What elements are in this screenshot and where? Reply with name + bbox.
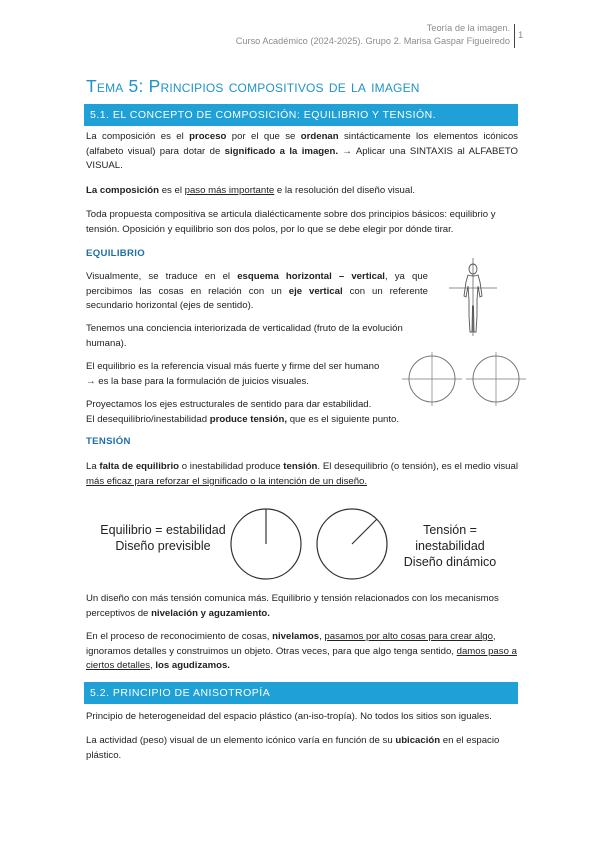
header-course-info: Curso Académico (2024-2025). Grupo 2. Marisa Gaspar Figueiredo bbox=[235, 36, 510, 46]
paragraph-visual-weight: La actividad (peso) visual de un elemento icónico varía en función de su ubicación en el espacio plástico. bbox=[86, 735, 500, 761]
section-heading-5-2: 5.2. PRINCIPIO DE ANISOTROPÍA bbox=[84, 682, 518, 704]
page-title: Tema 5: Principios compositivos de la imagen bbox=[86, 76, 420, 96]
paragraph-composition-importance: La composición es el paso más importante e la resolución del diseño visual. bbox=[86, 185, 416, 196]
paragraph-dialectic: Toda propuesta compositiva se articula dialécticamente sobre dos principios básicos: equilibrio y tensión. Oposición y equilibrio son dos polos, por lo que se debe elegir por dónde tirar. bbox=[86, 209, 496, 235]
paragraph-equilibrio-axes: Visualmente, se traduce en el esquema horizontal – vertical, ya que percibimos las cosas en relación con un eje vertical con un referente secundario horizontal (ejes de sentido). bbox=[86, 271, 429, 311]
paragraph-tension-definition: La falta de equilibrio o inestabilidad produce tensión. El desequilibrio (o tensión), es el medio visual más eficaz para reforzar el significado o la intención de un diseño. bbox=[86, 461, 518, 487]
diagram-label-tension: Tensión = inestabilidad Diseño dinámico bbox=[403, 523, 497, 569]
running-header bbox=[236, 22, 510, 48]
paragraph-verticality: Tenemos una conciencia interiorizada de verticalidad (fruto de la evolución humana). bbox=[86, 323, 403, 349]
paragraph-structural-axes: Proyectamos los ejes estructurales de sentido para dar estabilidad. El desequilibrio/inestabilidad produce tensión, que es el siguiente punto. bbox=[86, 399, 400, 425]
header-course-title: Teoría de la imagen. bbox=[426, 23, 510, 33]
human-figure-axes-illustration bbox=[446, 258, 500, 336]
subheading-equilibrio: EQUILIBRIO bbox=[86, 248, 145, 259]
paragraph-anisotropy-definition: Principio de heterogeneidad del espacio plástico (an-iso-tropía). No todos los sitios son iguales. bbox=[86, 711, 492, 722]
section-heading-5-1: 5.1. EL CONCEPTO DE COMPOSICIÓN: EQUILIBRIO Y TENSIÓN. bbox=[84, 104, 518, 126]
paragraph-nivelacion-aguzamiento: En el proceso de reconocimiento de cosas, nivelamos, pasamos por alto cosas para crear algo, ignoramos detalles y construimos un objeto. Otras veces, para que algo tenga sentido, damos paso a ciertos detalles, los agudizamos. bbox=[86, 631, 517, 671]
tension-circles-diagram bbox=[230, 506, 400, 582]
paragraph-equilibrio-reference: El equilibrio es la referencia visual más fuerte y firme del ser humano → es la base para la formulación de juicios visuales. bbox=[86, 361, 380, 387]
paragraph-tension-communication: Un diseño con más tensión comunica más. Equilibrio y tensión relacionados con los mecanismos perceptivos de nivelación y aguzamiento. bbox=[86, 593, 499, 619]
paragraph-composition-definition: La composición es el proceso por el que se ordenan sintácticamente los elementos icónicos (alfabeto visual) para dotar de significado a la imagen. → Aplicar una SINTAXIS al ALFABETO VISUAL. bbox=[86, 131, 519, 171]
diagram-label-equilibrium: Equilibrio = estabilidad Diseño previsible bbox=[100, 523, 226, 553]
subheading-tension: TENSIÓN bbox=[86, 436, 131, 447]
header-divider bbox=[514, 24, 515, 48]
page-number: 1 bbox=[518, 30, 524, 41]
equilibrium-circles-illustration bbox=[398, 352, 528, 406]
